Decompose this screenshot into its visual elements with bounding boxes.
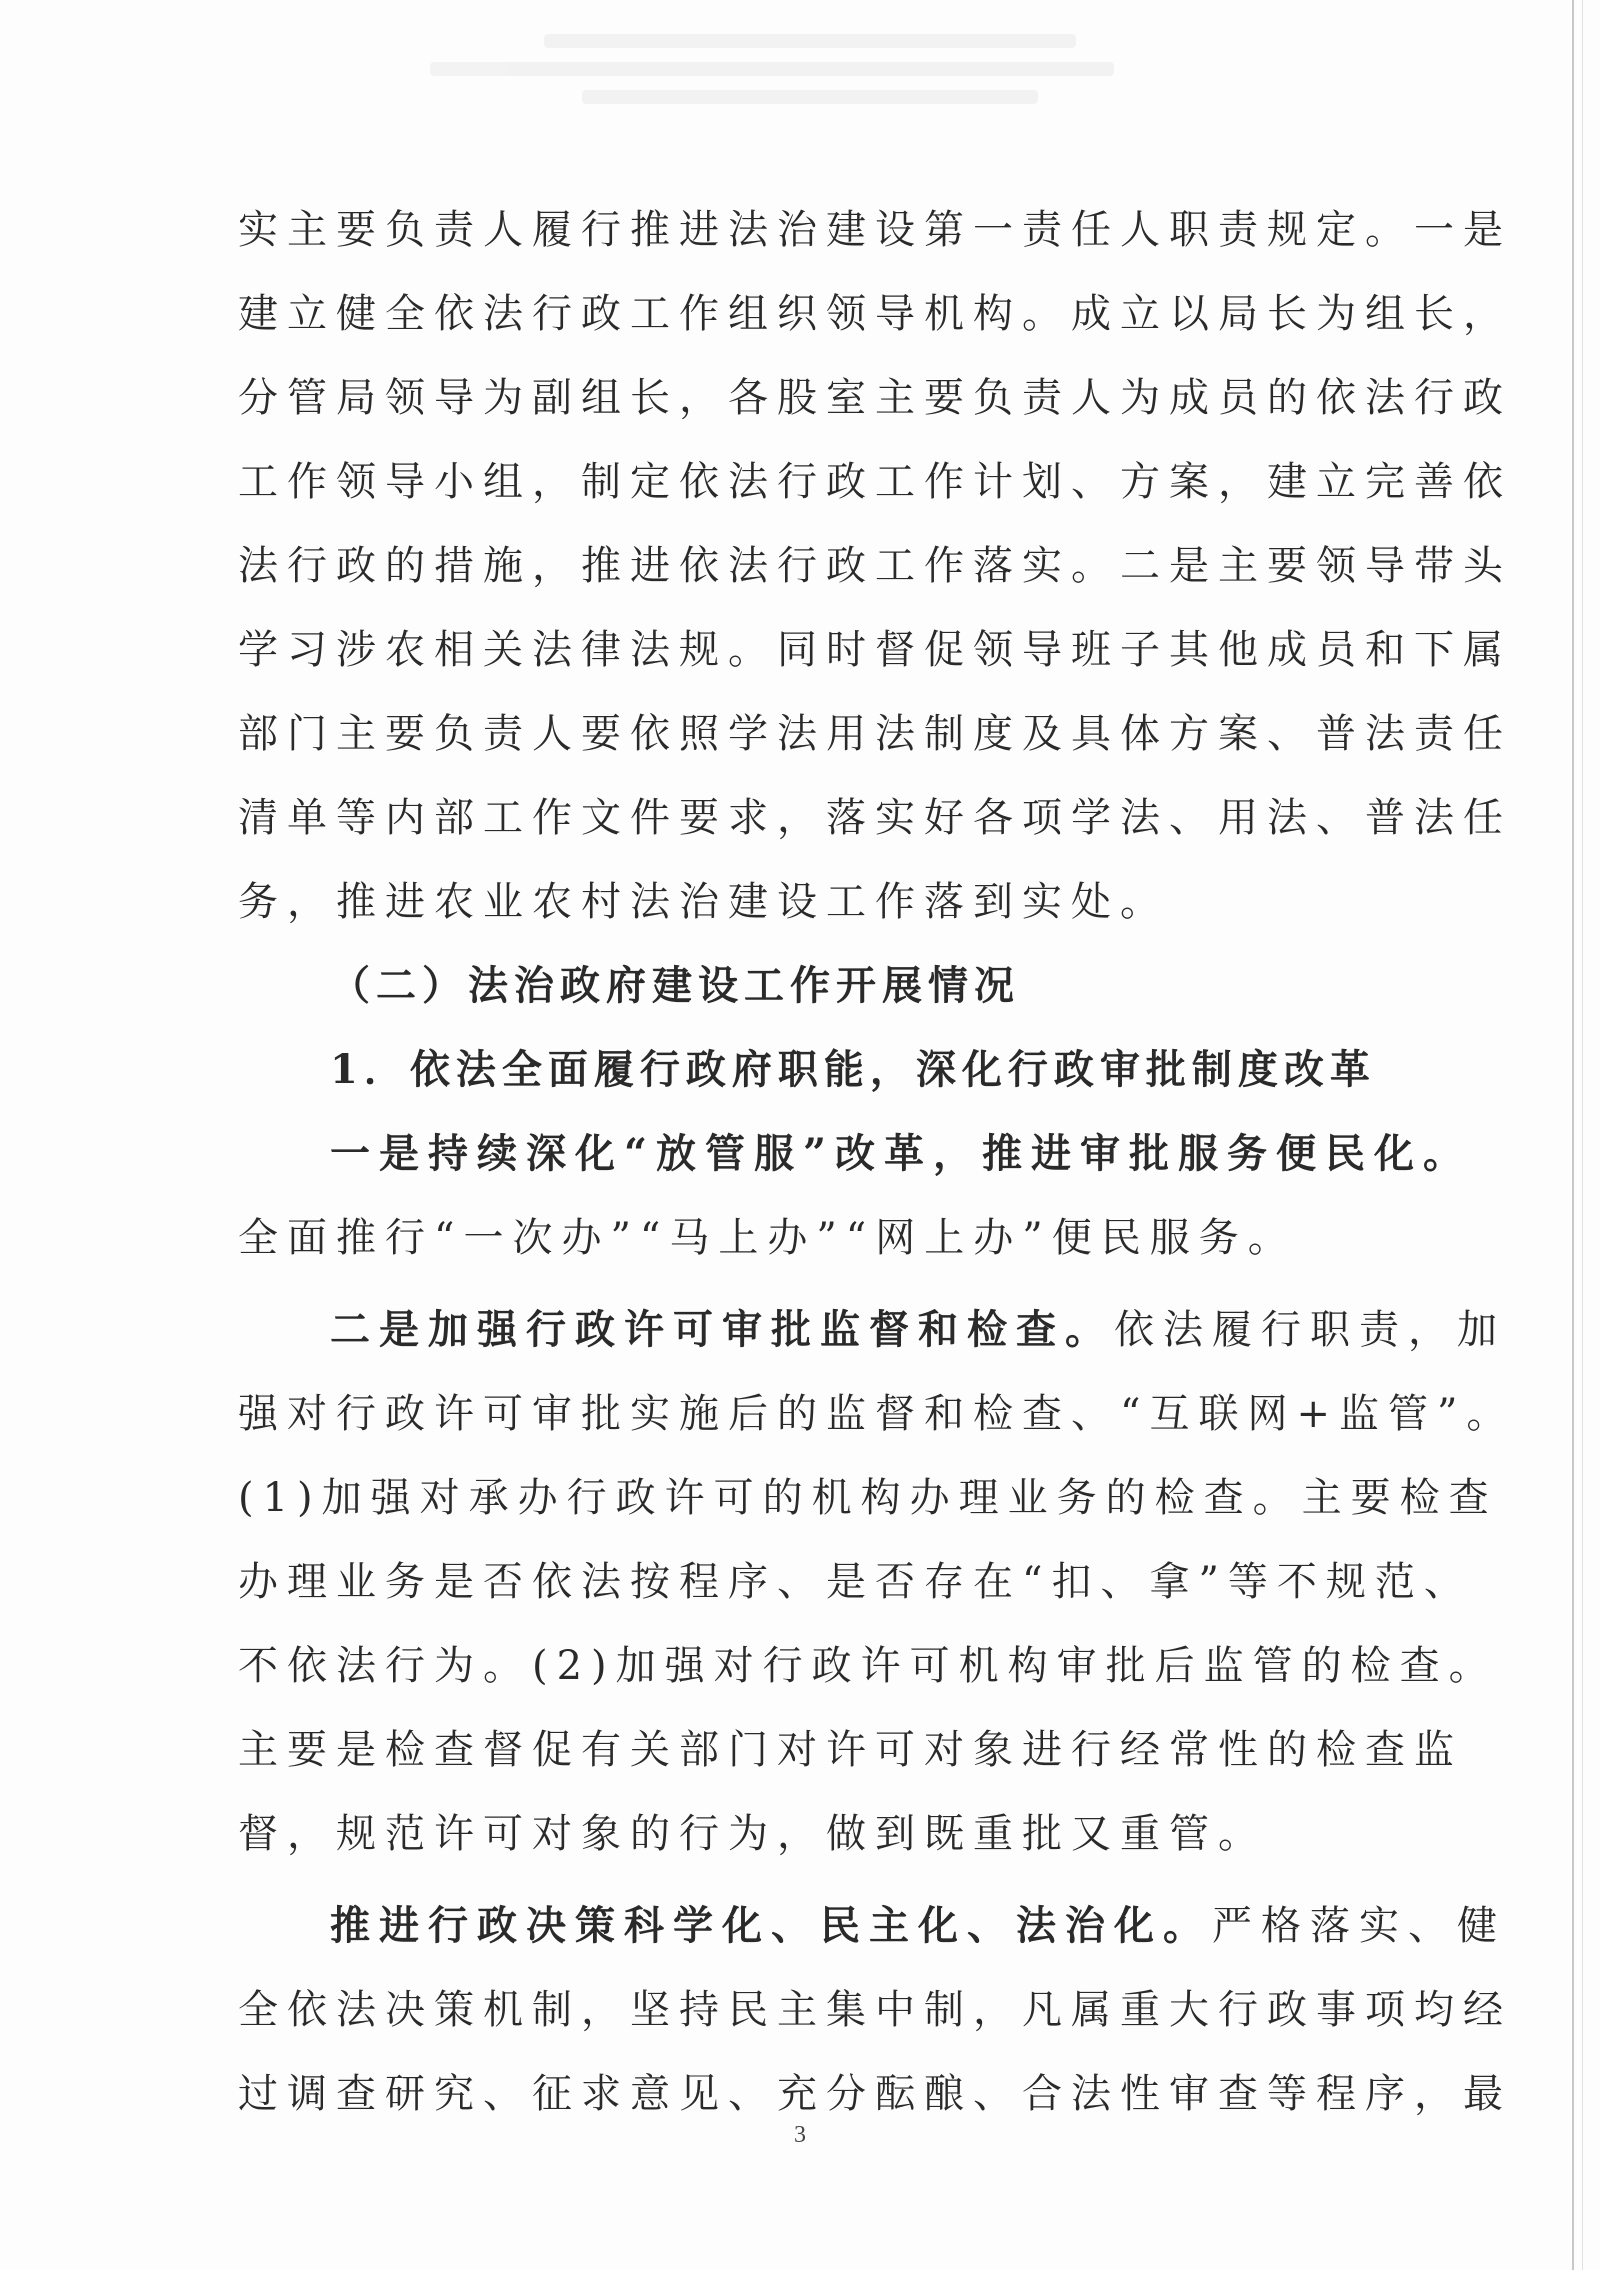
body-line: 法行政的措施，推进依法行政工作落实。二是主要领导带头 [238, 543, 1512, 589]
body-line: 强对行政许可审批实施后的监督和检查、“互联网+监管”。 [238, 1391, 1516, 1437]
paragraph-text: 严格落实、健 [1212, 1903, 1506, 1949]
body-line: 建立健全依法行政工作组织领导机构。成立以局长为组长， [238, 291, 1512, 337]
body-line: 不依法行为。(2)加强对行政许可机构审批后监管的检查。 [238, 1643, 1498, 1689]
subheading: 1．依法全面履行政府职能，深化行政审批制度改革 [330, 1046, 1376, 1093]
document-body [238, 188, 1516, 2136]
body-line: 全面推行“一次办”“马上办”“网上办”便民服务。 [238, 1215, 1297, 1261]
scan-edge-line [1572, 0, 1574, 2270]
paragraph-lead: 推进行政决策科学化、民主化、法治化。 [330, 1902, 1212, 1949]
scan-edge-line-secondary [1582, 0, 1583, 2270]
body-line: 分管局领导为副组长，各股室主要负责人为成员的依法行政 [238, 375, 1512, 421]
body-line: 学习涉农相关法律法规。同时督促领导班子其他成员和下属 [238, 627, 1512, 673]
body-line: (1)加强对承办行政许可的机构办理业务的检查。主要检查 [238, 1475, 1498, 1521]
paragraph-start [238, 1288, 1506, 1372]
body-line: 实主要负责人履行推进法治建设第一责任人职责规定。一是 [238, 207, 1512, 253]
body-line: 清单等内部工作文件要求，落实好各项学法、用法、普法任 [238, 795, 1512, 841]
paragraph-lead: 一是持续深化“放管服”改革，推进审批服务便民化。 [330, 1130, 1473, 1177]
body-line: 过调查研究、征求意见、充分酝酿、合法性审查等程序，最 [238, 2071, 1512, 2117]
paragraph-text: 依法履行职责，加 [1114, 1307, 1506, 1353]
paragraph-lead: 二是加强行政许可审批监督和检查。 [330, 1306, 1114, 1353]
section-heading: （二）法治政府建设工作开展情况 [330, 962, 1020, 1009]
body-line: 办理业务是否依法按程序、是否存在“扣、拿”等不规范、 [238, 1559, 1473, 1605]
body-line: 工作领导小组，制定依法行政工作计划、方案，建立完善依 [238, 459, 1512, 505]
bleed-through-marks [430, 20, 1190, 120]
paragraph-start [238, 1884, 1506, 1968]
page-number: 3 [794, 2122, 806, 2148]
body-line: 主要是检查督促有关部门对许可对象进行经常性的检查监 [238, 1727, 1463, 1773]
body-line: 督，规范许可对象的行为，做到既重批又重管。 [238, 1811, 1267, 1857]
body-line: 全依法决策机制，坚持民主集中制，凡属重大行政事项均经 [238, 1987, 1512, 2033]
body-line: 务，推进农业农村法治建设工作落到实处。 [238, 879, 1169, 925]
body-line: 部门主要负责人要依照学法用法制度及具体方案、普法责任 [238, 711, 1512, 757]
